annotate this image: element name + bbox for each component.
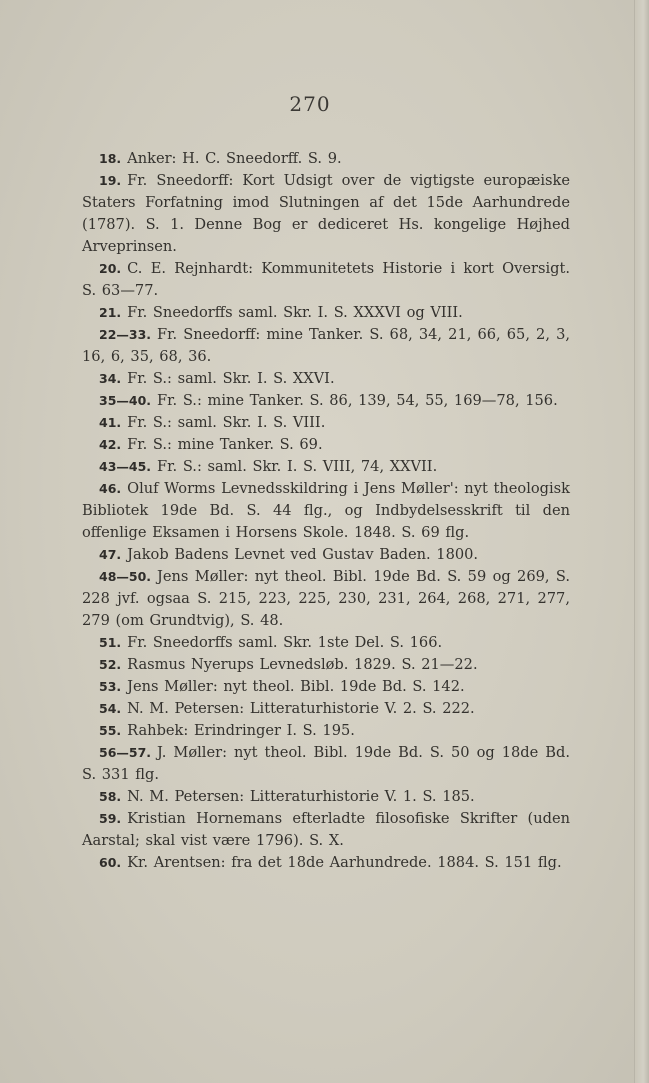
endnote-text: N. M. Petersen: Litteraturhistorie V. 2. S. 222. (127, 700, 475, 717)
endnote-number: 59. (99, 811, 122, 826)
endnote (82, 258, 570, 302)
endnote-text: Oluf Worms Levnedsskildring i Jens Møller': nyt theologisk Bibliotek 19de Bd. S. 44 flg., og Indbydelsesskrift til den offenlige Eksamen i Horsens Skole. 1848. S. 69 flg. (82, 480, 570, 541)
endnote-text: Rasmus Nyerups Levnedsløb. 1829. S. 21—22. (127, 656, 478, 673)
endnote-text: Jakob Badens Levnet ved Gustav Baden. 1800. (127, 546, 479, 563)
endnote-text: N. M. Petersen: Litteraturhistorie V. 1. S. 185. (127, 788, 475, 805)
endnote-text: Fr. S.: saml. Skr. I. S. VIII. (127, 414, 326, 431)
endnote (82, 324, 570, 368)
endnote (82, 544, 570, 566)
endnote-text: Jens Møller: nyt theol. Bibl. 19de Bd. S. 142. (127, 678, 465, 695)
endnote (82, 676, 570, 698)
endnote-number: 47. (99, 547, 122, 562)
endnote-number: 19. (99, 173, 122, 188)
endnote-text: Kr. Arentsen: fra det 18de Aarhundrede. 1884. S. 151 flg. (127, 854, 562, 871)
endnote-number: 54. (99, 701, 122, 716)
endnote (82, 632, 570, 654)
endnotes-list (82, 148, 570, 874)
endnote-number: 60. (99, 855, 122, 870)
endnote-number: 41. (99, 415, 122, 430)
endnote-text: Fr. S.: mine Tanker. S. 69. (127, 436, 323, 453)
page-edge (634, 0, 649, 1083)
endnote (82, 412, 570, 434)
endnote (82, 434, 570, 456)
endnote-text: Fr. Sneedorffs saml. Skr. 1ste Del. S. 166. (127, 634, 443, 651)
endnote-number: 53. (99, 679, 122, 694)
endnote (82, 566, 570, 632)
endnote (82, 478, 570, 544)
endnote-number: 34. (99, 371, 122, 386)
endnote (82, 808, 570, 852)
endnote-text: Jens Møller: nyt theol. Bibl. 19de Bd. S. 59 og 269, S. 228 jvf. ogsaa S. 215, 223, 225, 230, 231, 264, 268, 271, 277, 279 (om Grundtvig), S. 48. (82, 568, 570, 629)
endnote-number: 46. (99, 481, 122, 496)
endnote-number: 35—40. (99, 393, 152, 408)
endnote-text: Fr. S.: mine Tanker. S. 86, 139, 54, 55, 169—78, 156. (157, 392, 558, 409)
endnote-number: 18. (99, 151, 122, 166)
endnote-text: J. Møller: nyt theol. Bibl. 19de Bd. S. 50 og 18de Bd. S. 331 flg. (82, 744, 570, 783)
endnote-text: Anker: H. C. Sneedorff. S. 9. (127, 150, 342, 167)
endnote-text: Fr. S.: saml. Skr. I. S. XXVI. (127, 370, 335, 387)
endnote (82, 302, 570, 324)
endnote (82, 786, 570, 808)
endnote-number: 58. (99, 789, 122, 804)
page-number: 270 (289, 92, 331, 116)
endnote-number: 48—50. (99, 569, 152, 584)
endnote-text: Fr. Sneedorffs saml. Skr. I. S. XXXVI og VIII. (127, 304, 463, 321)
endnote-text: Kristian Hornemans efterladte filosofiske Skrifter (uden Aarstal; skal vist være 1796). S. X. (82, 810, 570, 849)
endnote-number: 42. (99, 437, 122, 452)
endnote-number: 51. (99, 635, 122, 650)
endnote (82, 390, 570, 412)
endnote-text: Fr. Sneedorff: mine Tanker. S. 68, 34, 21, 66, 65, 2, 3, 16, 6, 35, 68, 36. (82, 326, 570, 365)
endnote-number: 55. (99, 723, 122, 738)
endnote-text: Fr. Sneedorff: Kort Udsigt over de vigtigste europæiske Staters Forfatning imod Slutningen af det 15de Aarhundrede (1787). S. 1. Denne Bog er dediceret Hs. kongelige Højhed Arveprinsen. (82, 172, 570, 255)
endnote-number: 43—45. (99, 459, 152, 474)
endnote-number: 20. (99, 261, 122, 276)
endnote (82, 170, 570, 258)
endnote (82, 456, 570, 478)
endnote (82, 368, 570, 390)
endnote (82, 148, 570, 170)
endnote (82, 654, 570, 676)
endnote-number: 56—57. (99, 745, 152, 760)
endnote (82, 698, 570, 720)
endnote (82, 742, 570, 786)
endnote-text: C. E. Rejnhardt: Kommunitetets Historie i kort Oversigt. S. 63—77. (82, 260, 570, 299)
endnote-text: Fr. S.: saml. Skr. I. S. VIII, 74, XXVII. (157, 458, 438, 475)
endnote-text: Rahbek: Erindringer I. S. 195. (127, 722, 355, 739)
endnote (82, 720, 570, 742)
endnote-number: 52. (99, 657, 122, 672)
endnote-number: 21. (99, 305, 122, 320)
endnote-number: 22—33. (99, 327, 152, 342)
endnote (82, 852, 570, 874)
